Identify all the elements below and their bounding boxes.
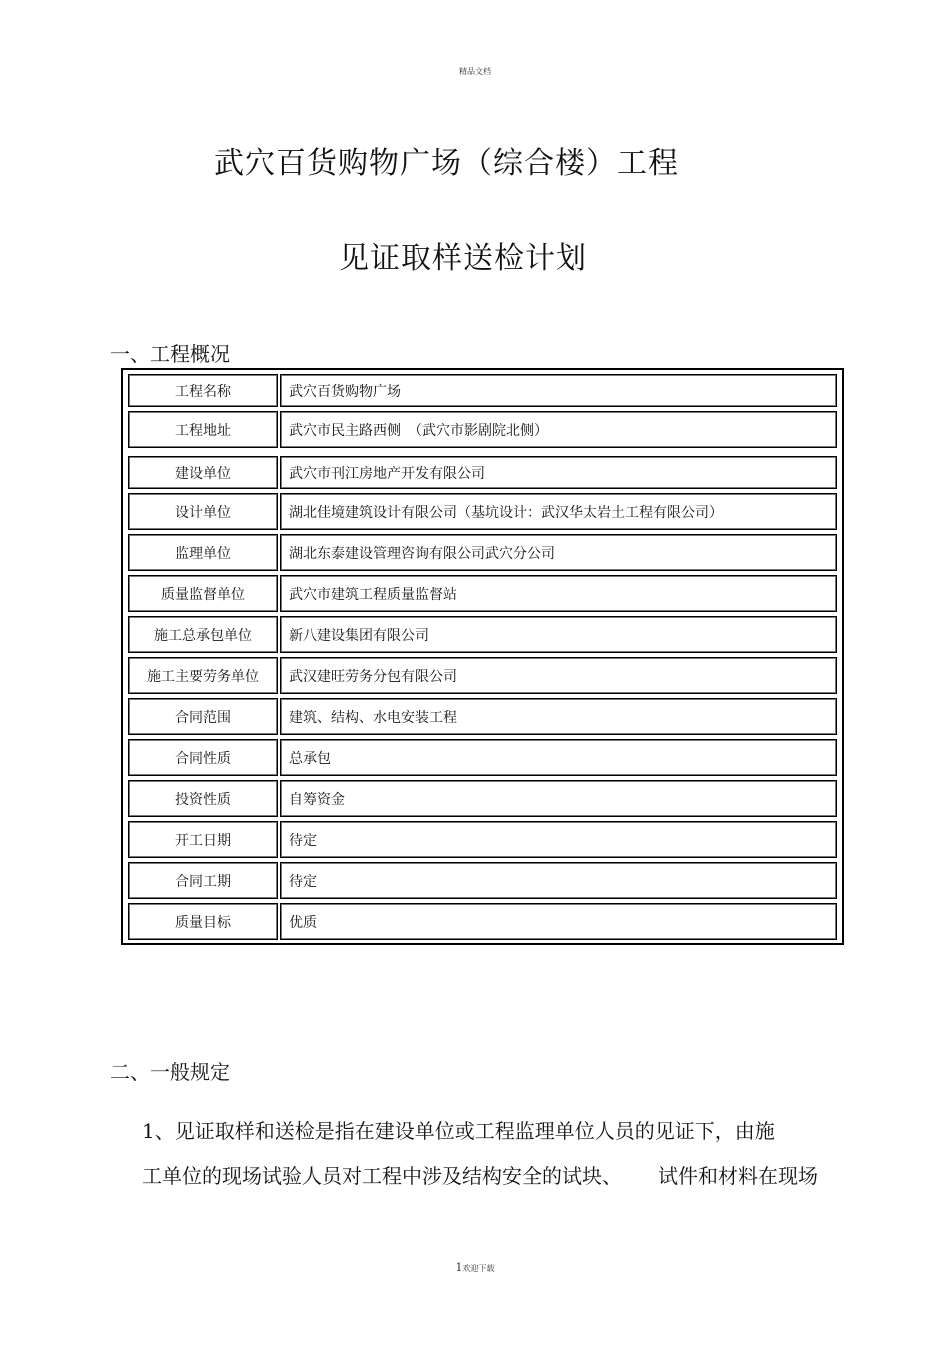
row-value: 武汉建旺劳务分包有限公司 (280, 657, 837, 694)
page-number: 1 (455, 1261, 463, 1274)
row-value: 建筑、结构、水电安装工程 (280, 698, 837, 735)
table-row (128, 739, 837, 776)
row-value: 总承包 (280, 739, 837, 776)
row-value: 自筹资金 (280, 780, 837, 817)
document-title: 武穴百货购物广场（综合楼）工程 (214, 146, 679, 181)
section-heading-overview: 一、工程概况 (110, 342, 230, 366)
row-label: 建设单位 (128, 456, 278, 489)
row-label: 开工日期 (128, 821, 278, 858)
row-label: 施工主要劳务单位 (128, 657, 278, 694)
table-row (128, 698, 837, 735)
table-row (128, 575, 837, 612)
table-row (128, 493, 837, 530)
document-subtitle: 见证取样送检计划 (339, 241, 587, 276)
table-row (128, 616, 837, 653)
row-label: 设计单位 (128, 493, 278, 530)
row-value: 待定 (280, 862, 837, 899)
row-label: 质量目标 (128, 903, 278, 940)
table-row (128, 534, 837, 571)
table-row (128, 903, 837, 940)
row-value: 武穴市建筑工程质量监督站 (280, 575, 837, 612)
table-row (128, 821, 837, 858)
footer-note: 欢迎下载 (462, 1264, 495, 1273)
row-label: 质量监督单位 (128, 575, 278, 612)
row-label: 施工总承包单位 (128, 616, 278, 653)
section-heading-general-rules: 二、一般规定 (110, 1060, 230, 1084)
header-note: 精品文档 (459, 67, 491, 76)
row-value: 武穴市刊江房地产开发有限公司 (280, 456, 837, 489)
row-value: 武穴市民主路西侧 （武穴市影剧院北侧） (280, 411, 837, 448)
row-value: 待定 (280, 821, 837, 858)
paragraph-line: 1、见证取样和送检是指在建设单位或工程监理单位人员的见证下，由施 (142, 1119, 775, 1143)
page-footer (0, 1261, 950, 1274)
table-row (128, 657, 837, 694)
table-row (128, 780, 837, 817)
row-value: 优质 (280, 903, 837, 940)
row-label: 监理单位 (128, 534, 278, 571)
paragraph-text: 试件和材料在现场 (658, 1164, 818, 1188)
row-value: 湖北佳境建筑设计有限公司（基坑设计：武汉华太岩土工程有限公司） (280, 493, 837, 530)
row-label: 合同范围 (128, 698, 278, 735)
row-label: 投资性质 (128, 780, 278, 817)
project-overview-table (121, 368, 844, 945)
row-label: 合同工期 (128, 862, 278, 899)
row-value: 武穴百货购物广场 (280, 374, 837, 407)
table-row (128, 411, 837, 448)
row-label: 工程名称 (128, 374, 278, 407)
row-value: 新八建设集团有限公司 (280, 616, 837, 653)
table-row (128, 862, 837, 899)
paragraph-text: 工单位的现场试验人员对工程中涉及结构安全的试块、 (142, 1164, 622, 1188)
row-label: 工程地址 (128, 411, 278, 448)
row-value: 湖北东泰建设管理咨询有限公司武穴分公司 (280, 534, 837, 571)
table-row (128, 456, 837, 489)
row-label: 合同性质 (128, 739, 278, 776)
table-row (128, 374, 837, 407)
paragraph-line (142, 1160, 818, 1189)
